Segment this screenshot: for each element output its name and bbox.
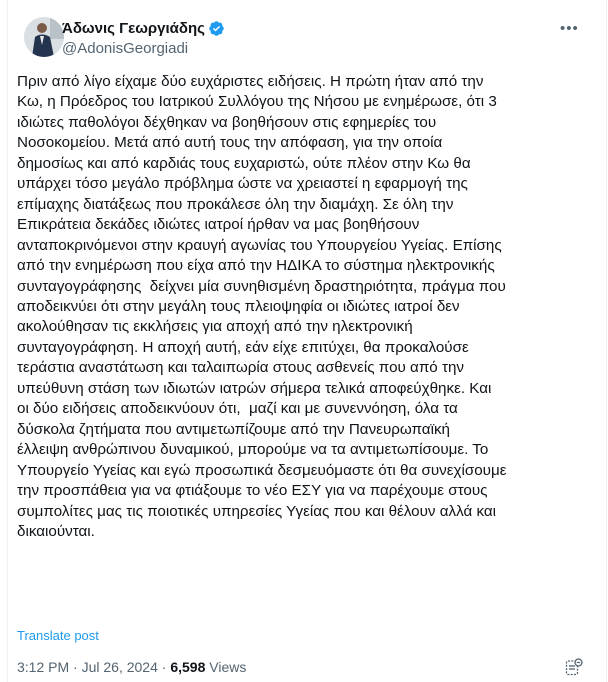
tweet-text-line: την προσπάθεια για να φτιάξουμε το νέο ΕΣΥ για να παρέχουμε στους (17, 482, 488, 500)
tweet-text-line: αποδεικνύει ότι στην μεγάλη τους πλειοψηφία οι ιδιώτες ιατροί δεν (17, 297, 460, 315)
tweet-text-line: συνταγογράφησης δείχνει μία συνηθισμένη δραστηριότητα, πράγμα που (17, 277, 506, 295)
tweet-date[interactable]: Jul 26, 2024 (81, 659, 158, 675)
tweet-text-line: δημοσίως και από καρδιάς τους ευχαριστώ, ούτε πλέον στην Κω θα (17, 154, 471, 172)
tweet-text-line: έλλειψη ανθρώπινου δυναμικού, μπορούμε να τα αντιμετωπίσουμε. Το (17, 441, 489, 459)
tweet-meta (17, 659, 246, 675)
tweet-text (17, 72, 597, 542)
tweet-text-line: συνταγογράφηση. Η αποχή αυτή, εάν είχε επιτύχει, θα προκαλούσε (17, 338, 469, 356)
avatar-image (24, 17, 64, 57)
author-name[interactable]: Άδωνις Γεωργιάδης (62, 20, 205, 37)
tweet-text-line: Νοσοκομείου. Μετά από αυτή τους την απόφαση, για την οποία (17, 134, 443, 152)
views-count: 6,598 (170, 659, 206, 675)
tweet-text-line: συμπολίτες μας τις ποιοτικές υπηρεσίες Υγείας που και θέλουν αλλά και (17, 502, 497, 520)
tweet-text-line: Υπουργείο Υγείας και εγώ προσωπικά δεσμευόμαστε ότι θα συνεχίσουμε (17, 461, 507, 479)
views-label: Views (205, 659, 247, 675)
author-name-row[interactable] (62, 20, 225, 37)
separator: · (69, 659, 82, 675)
translate-post-link[interactable]: Translate post (17, 628, 99, 643)
tweet-text-line: από την ενημέρωση που είχα από την ΗΔΙΚΑ το σύστημα ηλεκτρονικής (17, 257, 495, 275)
tweet-text-line: οι δύο ειδήσεις αποδεικνύουν ότι, μαζί και με συνεννόηση, όλα τα (17, 400, 458, 418)
author-handle[interactable]: @AdonisGeorgiadi (62, 40, 189, 57)
tweet-text-line: Κω, η Πρόεδρος του Ιατρικού Συλλόγου της Νήσου με ενημέρωσε, ότι 3 (17, 93, 497, 111)
tweet-text-line: Πριν από λίγο είχαμε δύο ευχάριστες ειδήσεις. Η πρώτη ήταν από την (17, 73, 484, 90)
post-analytics-icon[interactable] (565, 658, 583, 676)
tweet-text-line: ακολούθησαν τις εκκλήσεις για αποχή από την ηλεκτρονική (17, 318, 413, 336)
tweet-text-line: υπεύθυνη στάση των ιδιωτών ιατρών σήμερα τελικά αποφεύχθηκε. Και (17, 379, 492, 397)
verified-badge-icon (208, 20, 225, 37)
tweet-time[interactable]: 3:12 PM (17, 659, 70, 675)
avatar[interactable] (24, 17, 64, 57)
tweet-text-line: δύσκολα ζητήματα που αντιμετωπίζουμε από την Πανευρωπαϊκή (17, 420, 450, 438)
tweet-text-line: υπάρχει τόσο μεγάλο πρόβλημα ώστε να χρειαστεί η εφαρμογή της (17, 175, 468, 193)
tweet-text-line: επίμαχης διατάξεως που προκάλεσε όλη την διαμάχη. Σε όλη την (17, 195, 454, 213)
tweet-text-line: Επικράτεια δεκάδες ιδιώτες ιατροί ήρθαν να μας βοηθήσουν (17, 216, 420, 234)
tweet-text-line: ιδιώτες παθολόγοι δέχθηκαν να βοηθήσουν στις εφημερίες του (17, 113, 437, 131)
tweet-text-line: ανταποκρινόμενοι στην κραυγή αγωνίας του Υπουργείου Υγείας. Επίσης (17, 236, 502, 254)
tweet-text-line: τεράστια αναστάτωση και ταλαιπωρία στους ασθενείς που από την (17, 359, 465, 377)
tweet-text-line: δικαιούνται. (17, 522, 95, 540)
more-options-icon[interactable]: ••• (560, 20, 579, 37)
separator: · (157, 659, 171, 675)
